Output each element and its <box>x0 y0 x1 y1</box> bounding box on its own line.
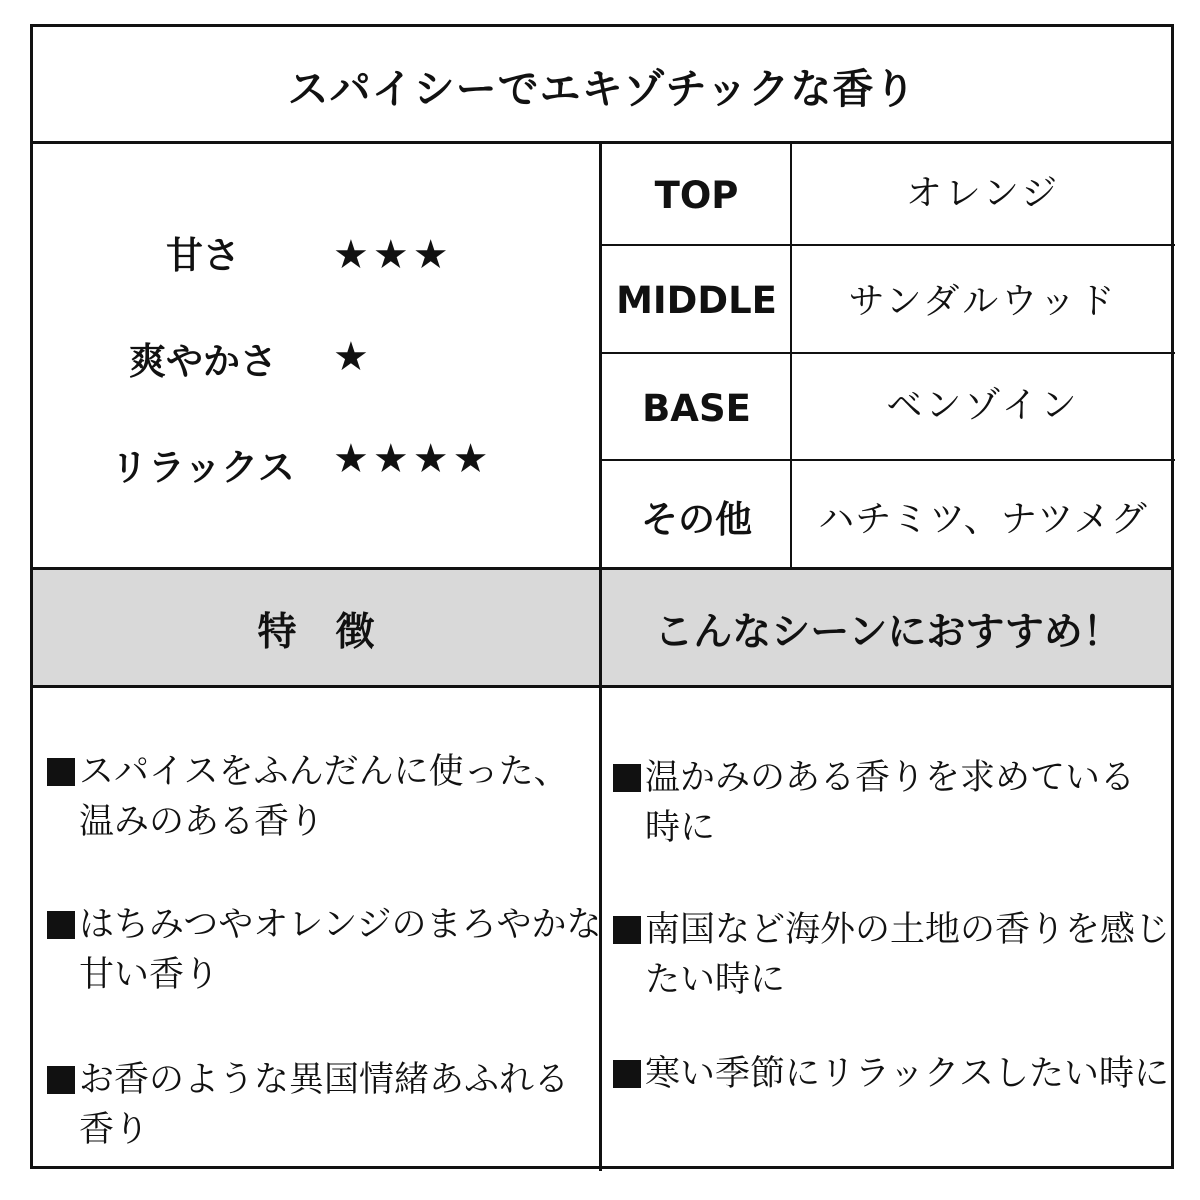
rating-stars-freshness: ★ <box>333 334 373 380</box>
note-label-other: その他 <box>641 498 752 541</box>
list-item: お香のような異国情緒あふれる 香り <box>47 1055 569 1155</box>
note-value-base: ベンゾイン <box>886 384 1080 426</box>
square-bullet-icon <box>613 1060 641 1088</box>
rating-stars-relax: ★★★★ <box>333 436 493 482</box>
square-bullet-icon <box>47 911 75 939</box>
features-heading: 特 徴 <box>257 609 375 655</box>
square-bullet-icon <box>613 916 641 944</box>
rating-label-sweetness: 甘さ <box>166 234 240 277</box>
note-label-middle: MIDDLE <box>616 278 777 322</box>
list-item: スパイスをふんだんに使った、 温みのある香り <box>47 747 569 847</box>
square-bullet-icon <box>47 758 75 786</box>
note-value-middle: サンダルウッド <box>848 280 1118 322</box>
square-bullet-icon <box>613 764 641 792</box>
card-title: スパイシーでエキゾチックな香り <box>287 64 917 113</box>
note-value-other: ハチミツ、ナツメグ <box>818 498 1148 540</box>
scenes-heading: こんなシーンにおすすめ！ <box>654 609 1122 655</box>
list-item: 温かみのある香りを求めている 時に <box>613 753 1135 853</box>
rating-label-relax: リラックス <box>111 446 295 489</box>
list-item: 寒い季節にリラックスしたい時に <box>613 1049 1169 1099</box>
divider <box>790 141 792 569</box>
divider <box>601 459 1175 461</box>
rating-label-freshness: 爽やかさ <box>129 340 277 383</box>
note-value-top: オレンジ <box>905 172 1061 214</box>
note-label-top: TOP <box>654 173 739 217</box>
list-item: 南国など海外の土地の香りを感じ たい時に <box>613 905 1170 1005</box>
fragrance-card <box>30 24 1174 1169</box>
square-bullet-icon <box>47 1066 75 1094</box>
rating-stars-sweetness: ★★★ <box>333 232 453 278</box>
note-label-base: BASE <box>642 386 751 430</box>
list-item: はちみつやオレンジのまろやかな 甘い香り <box>47 900 602 1000</box>
